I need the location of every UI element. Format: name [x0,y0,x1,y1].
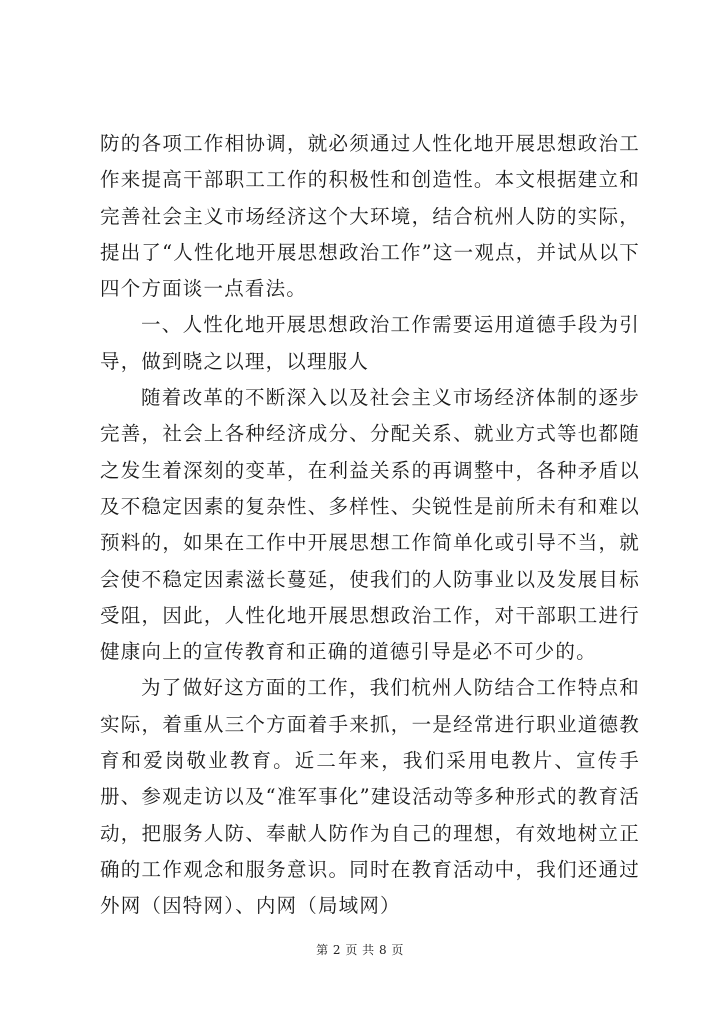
paragraph-continuation: 防的各项工作相协调，就必须通过人性化地开展思想政治工作来提高干部职工工作的积极性和创造性。本文根据建立和完善社会主义市场经济这个大环境，结合杭州人防的实际，提出了“人性化地开展思想政治工作”这一观点，并试从以下四个方面谈一点看法。 [100,132,640,301]
document-body [100,126,640,925]
page-number-footer: 第 2 页 共 8 页 [316,943,404,957]
section-heading-one: 一、人性化地开展思想政治工作需要运用道德手段为引导，做到晓之以理，以理服人 [100,313,640,373]
paragraph-hangzhou-practice: 为了做好这方面的工作，我们杭州人防结合工作特点和实际，着重从三个方面着手来抓，一是经常进行职业道德教育和爱岗敬业教育。近二年来，我们采用电教片、宣传手册、参观走访以及“准军事化”建设活动等多种形式的教育活动，把服务人防、奉献人防作为自己的理想，有效地树立正确的工作观念和服务意识。同时在教育活动中，我们还通过外网（因特网）、内网（局域网） [100,676,640,918]
paragraph-reform-context: 随着改革的不断深入以及社会主义市场经济体制的逐步完善，社会上各种经济成分、分配关系、就业方式等也都随之发生着深刻的变革，在利益关系的再调整中，各种矛盾以及不稳定因素的复杂性、多样性、尖锐性是前所未有和难以预料的，如果在工作中开展思想工作简单化或引导不当，就会使不稳定因素滋长蔓延，使我们的人防事业以及发展目标受阻，因此，人性化地开展思想政治工作，对干部职工进行健康向上的宣传教育和正确的道德引导是必不可少的。 [100,386,640,664]
